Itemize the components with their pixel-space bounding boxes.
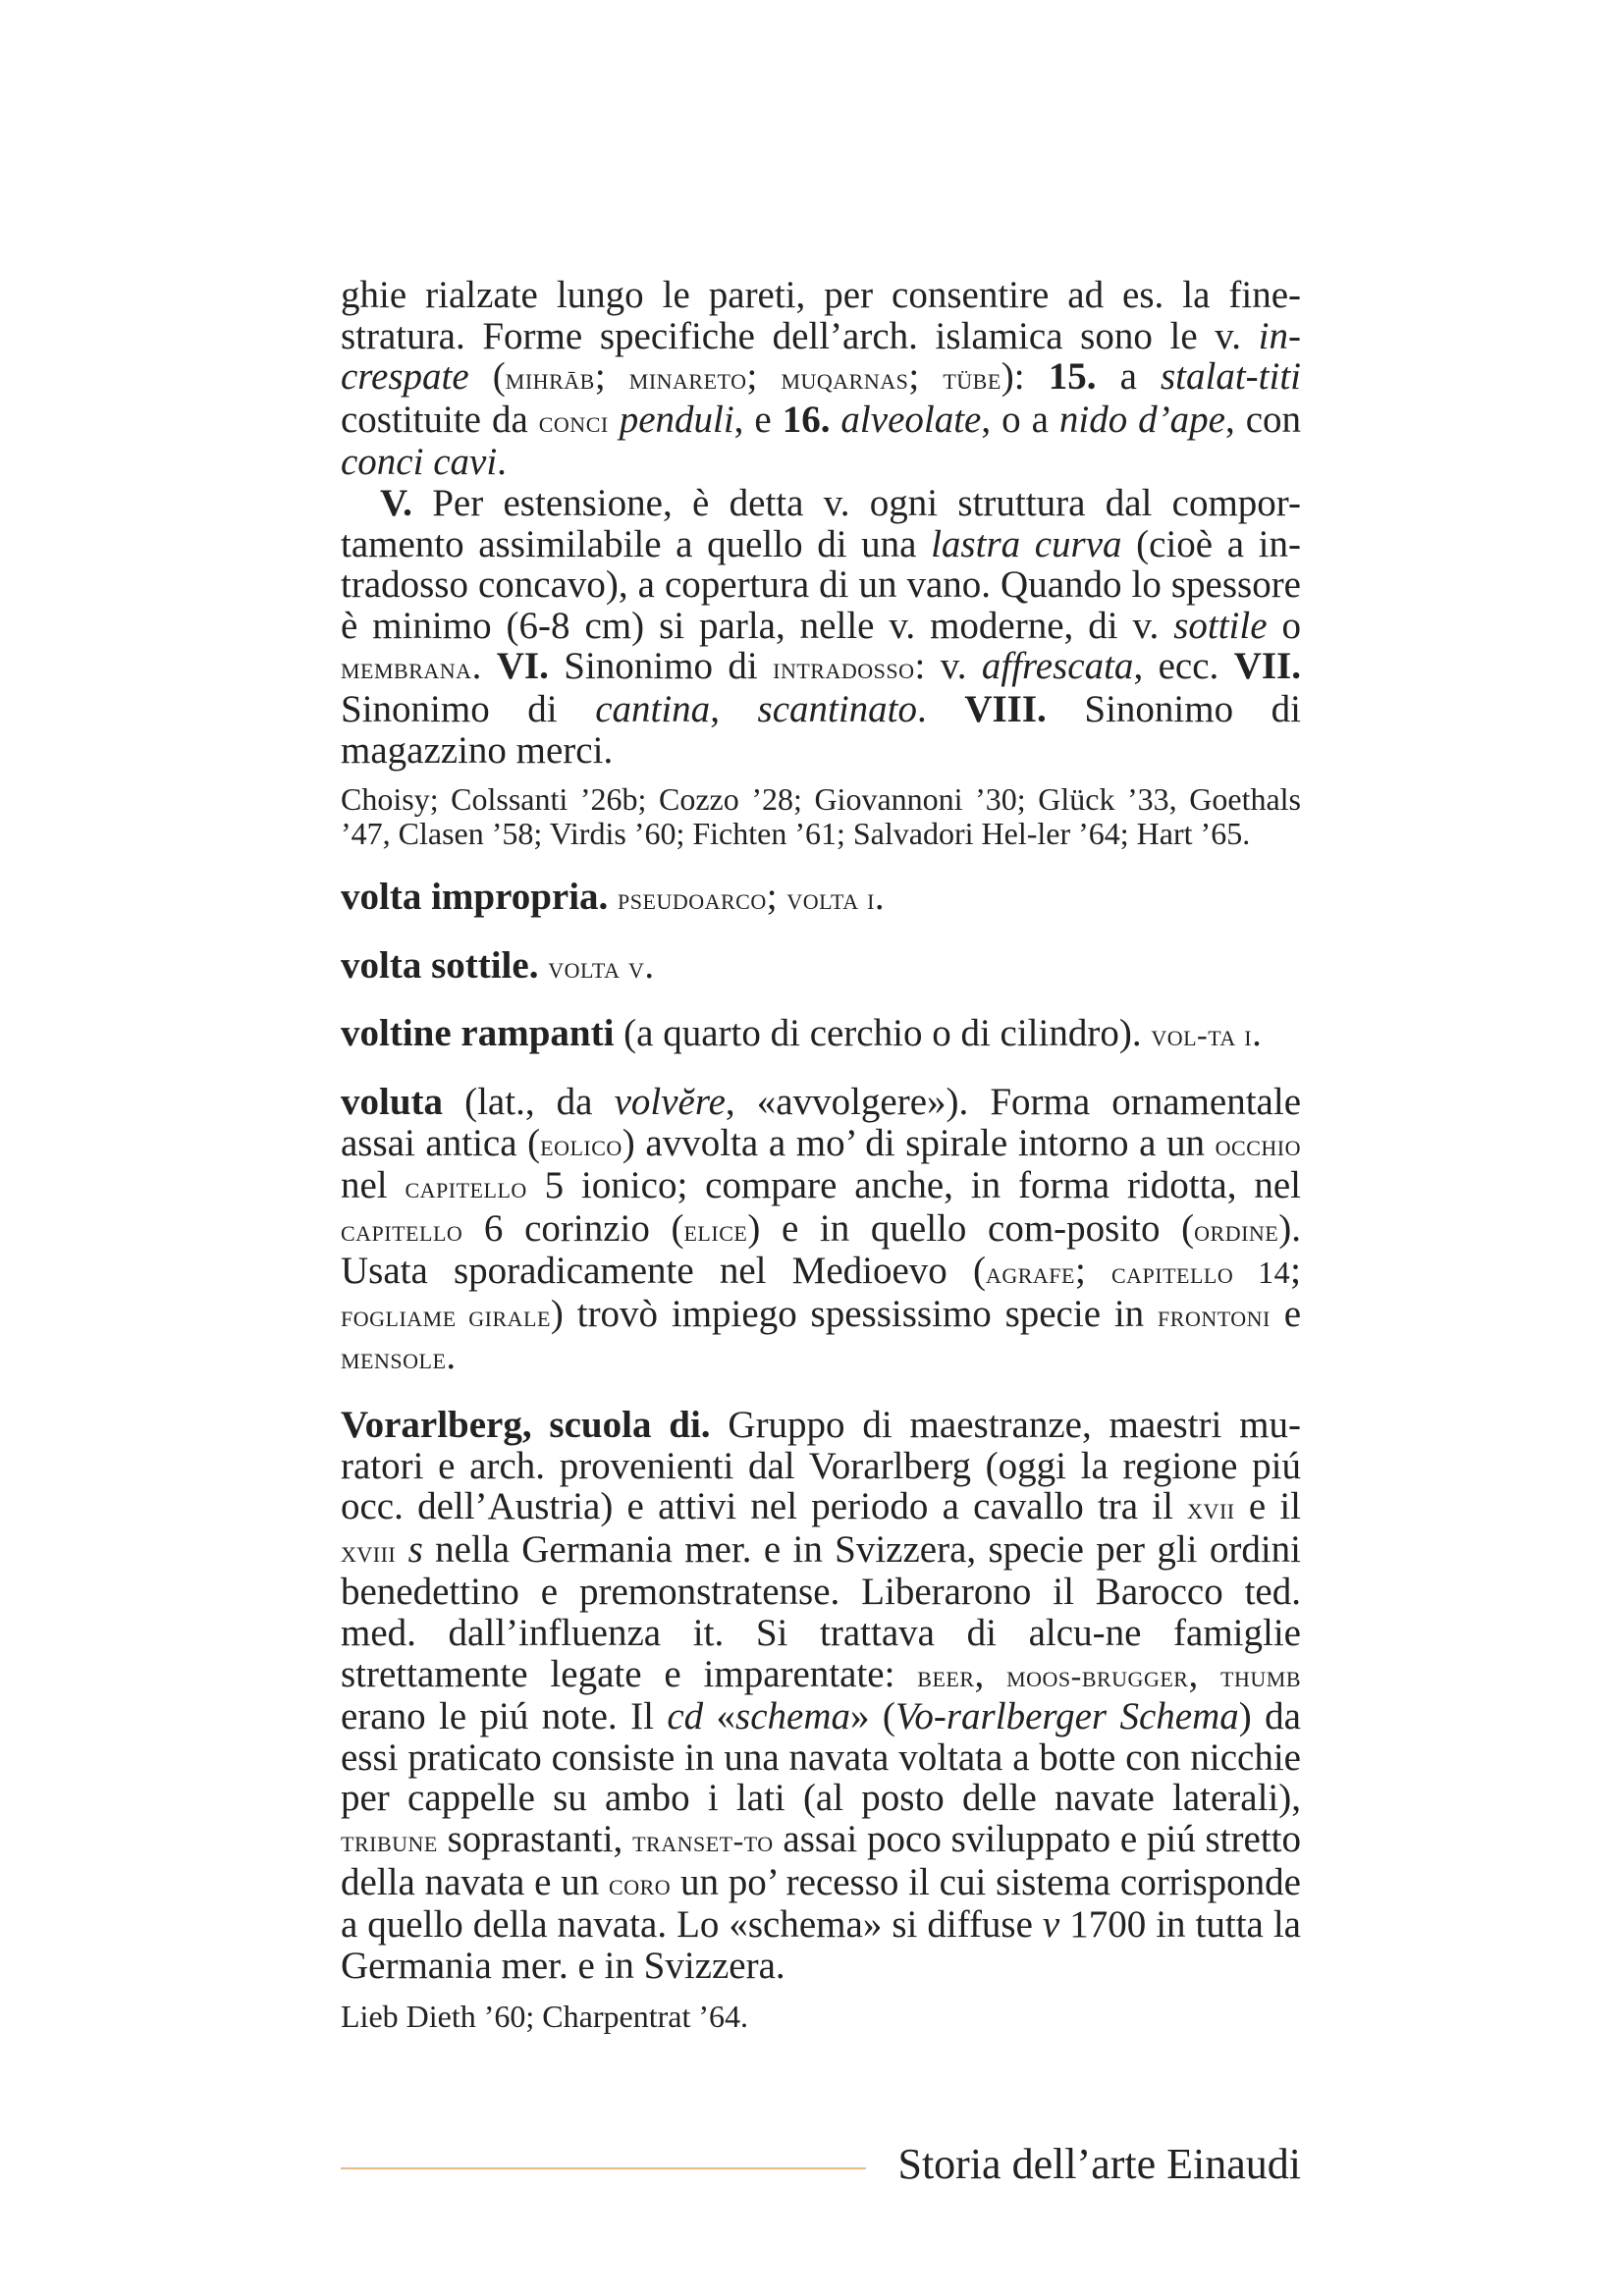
continuation-paragraph: ghie rialzate lungo le pareti, per consentire ad es. la fine-stratura. Forme specifiche dell’arch. islamica sono le v. in-crespate (mihrāb; minareto; muqarnas; tübe): 15. a stalat-titi costituite da conci penduli, e 16. alveolate, o a nido d’ape, con conci cavi. bbox=[341, 274, 1302, 484]
entry-headword: volta sottile. bbox=[341, 943, 539, 987]
page-content bbox=[341, 275, 1301, 2034]
bibliography-vorarlberg: Lieb Dieth ’60; Charpentrat ’64. bbox=[341, 1999, 748, 2035]
page-footer bbox=[341, 2140, 1301, 2189]
entry-volta-sottile: volta sottile. volta v. bbox=[341, 943, 655, 987]
entry-voltine-rampanti: voltine rampanti (a quarto di cerchio o di cilindro). vol-ta i. bbox=[341, 1012, 1262, 1055]
section-v-paragraph: V. Per estensione, è detta v. ogni struttura dal compor-tamento assimilabile a quello di una lastra curva (cioè a in-tradosso concavo), a copertura di un vano. Quando lo spessore è minimo (6-8 cm) si parla, nelle v. moderne, di v. sottile o membrana. VI. Sinonimo di intradosso: v. affrescata, ecc. VII. Sinonimo di cantina, scantinato. VIII. Sinonimo di magazzino merci. bbox=[341, 481, 1301, 772]
entry-voluta: voluta (lat., da volvĕre, «avvolgere»). Forma ornamentale assai antica (eolico) avvolta a mo’ di spirale intorno a un occhio nel capitello 5 ionico; compare anche, in forma ridotta, nel capitello 6 corinzio (elice) e in quello com-posito (ordine). Usata sporadicamente nel Medioevo (agrafe; capitello 14; fogliame girale) trovò impiego spessissimo specie in frontoni e mensole. bbox=[341, 1080, 1302, 1378]
entry-volta-impropria: volta impropria. pseudoarco; volta i. bbox=[341, 876, 885, 919]
entry-headword: Vorarlberg, scuola di. bbox=[341, 1404, 711, 1447]
entry-headword: volta impropria. bbox=[341, 876, 609, 919]
entry-vorarlberg: Vorarlberg, scuola di. Gruppo di maestranze, maestri mu-ratori e arch. provenienti dal Vorarlberg (oggi la regione piú occ. dell’Austria) e attivi nel periodo a cavallo tra il xvii e il xviii s nella Germania mer. e in Svizzera, specie per gli ordini benedettino e premonstratense. Liberarono il Barocco ted. med. dall’influenza it. Si trattava di alcu-ne famiglie strettamente legate e imparentate: beer, moos-brugger, thumb erano le piú note. Il cd «schema» (Vo-rarlberger Schema) da essi praticato consiste in una navata voltata a botte con nicchie per cappelle su ambo i lati (al posto delle navate laterali), tribune soprastanti, transet-to assai poco sviluppato e piú stretto della navata e un coro un po’ recesso il cui sistema corrisponde a quello della navata. Lo «schema» si diffuse v 1700 in tutta la Germania mer. e in Svizzera. bbox=[341, 1404, 1302, 1987]
footer-rule bbox=[341, 2167, 866, 2169]
footer-title: Storia dell’arte Einaudi bbox=[897, 2140, 1301, 2188]
entry-headword: voltine rampanti bbox=[341, 1012, 615, 1055]
bibliography-volta: Choisy; Colssanti ’26b; Cozzo ’28; Giovannoni ’30; Glück ’33, Goethals ’47, Clasen ’58; Virdis ’60; Fichten ’61; Salvadori Hel-ler ’64; Hart ’65. bbox=[341, 781, 1301, 852]
entry-headword: voluta bbox=[341, 1080, 444, 1123]
